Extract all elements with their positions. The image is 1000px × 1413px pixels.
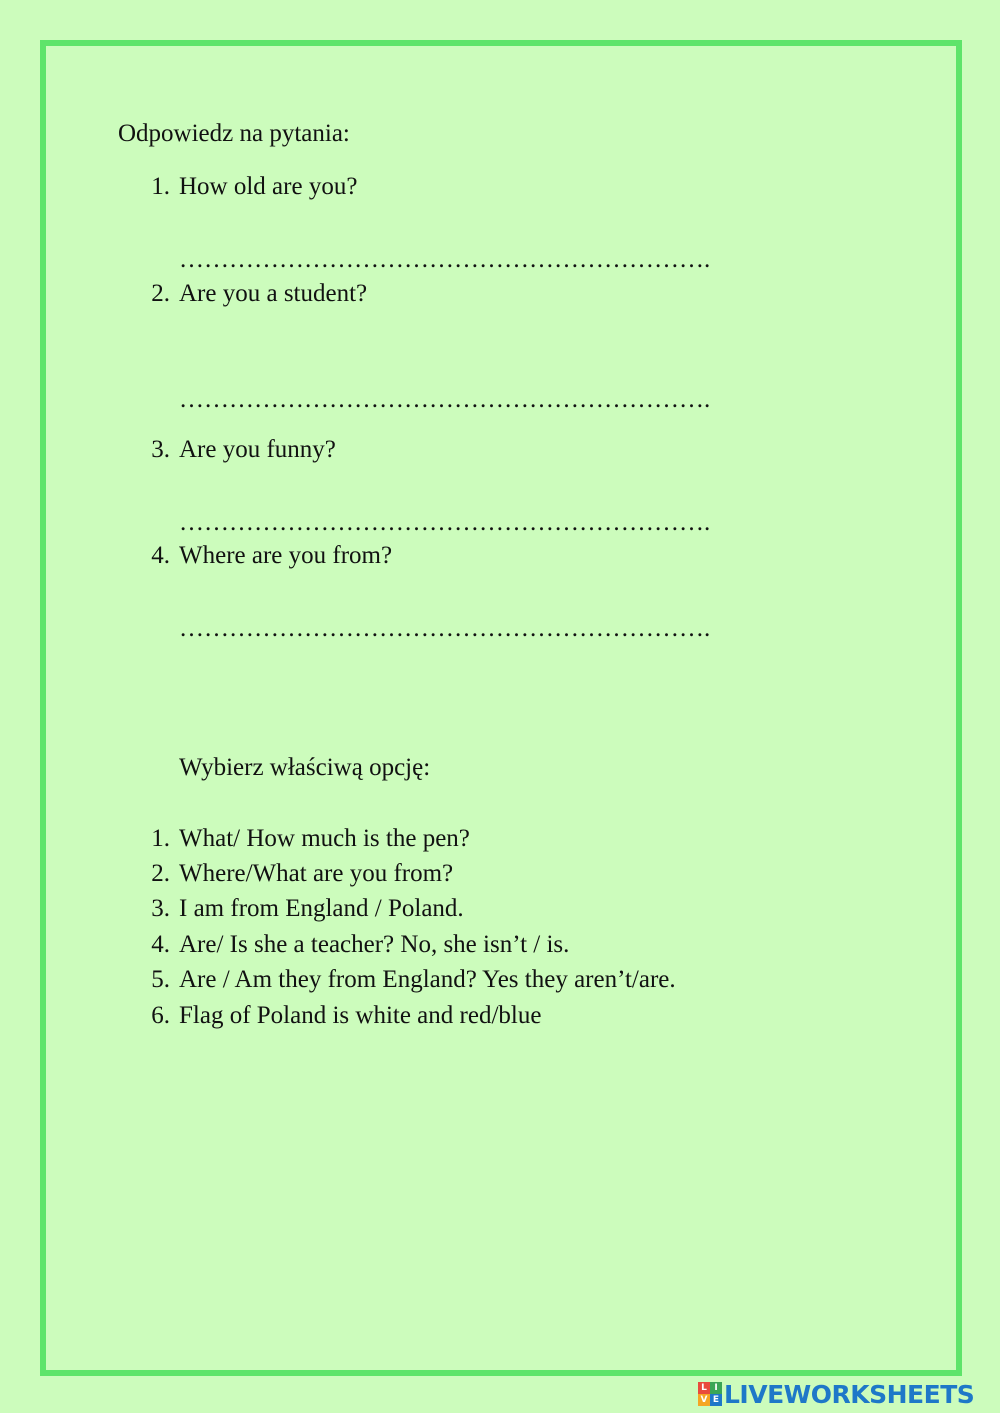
logo-letter-i: I <box>710 1382 722 1394</box>
choice-6-text: Flag of Poland is white and red/blue <box>179 1002 542 1029</box>
choice-4-text: Are/ Is she a teacher? No, she isn’t / is. <box>179 931 570 958</box>
logo-letter-e: E <box>710 1394 722 1406</box>
section2-heading: Wybierz właściwą opcję: <box>179 754 431 781</box>
choice-3-text: I am from England / Poland. <box>179 895 464 922</box>
choice-2-number: 2. <box>151 860 170 887</box>
question-4-number: 4. <box>151 542 170 569</box>
question-2-number: 2. <box>151 280 170 307</box>
choice-5-text: Are / Am they from England? Yes they aren’t/are. <box>179 966 676 993</box>
answer-line-2[interactable]: ………………………………………………………. <box>179 386 711 413</box>
page-border <box>40 40 962 1376</box>
question-1-number: 1. <box>151 173 170 200</box>
logo-letter-v: V <box>698 1394 710 1406</box>
choice-5-number: 5. <box>151 966 170 993</box>
choice-6-number: 6. <box>151 1002 170 1029</box>
section1-heading: Odpowiedz na pytania: <box>118 120 350 147</box>
question-4-text: Where are you from? <box>179 542 393 569</box>
question-2-text: Are you a student? <box>179 280 368 307</box>
answer-line-1[interactable]: ………………………………………………………. <box>179 246 711 273</box>
choice-4-number: 4. <box>151 931 170 958</box>
question-1-text: How old are you? <box>179 173 358 200</box>
choice-2-text: Where/What are you from? <box>179 860 454 887</box>
choice-3-number: 3. <box>151 895 170 922</box>
question-3-number: 3. <box>151 436 170 463</box>
liveworksheets-logo <box>698 1378 974 1410</box>
liveworksheets-icon <box>698 1382 722 1406</box>
logo-letter-l: L <box>698 1382 710 1394</box>
liveworksheets-wordmark: LIVEWORKSHEETS <box>724 1379 975 1409</box>
question-3-text: Are you funny? <box>179 436 336 463</box>
answer-line-4[interactable]: ………………………………………………………. <box>179 615 711 642</box>
choice-1-text: What/ How much is the pen? <box>179 825 470 852</box>
choice-1-number: 1. <box>151 825 170 852</box>
answer-line-3[interactable]: ………………………………………………………. <box>179 509 711 536</box>
